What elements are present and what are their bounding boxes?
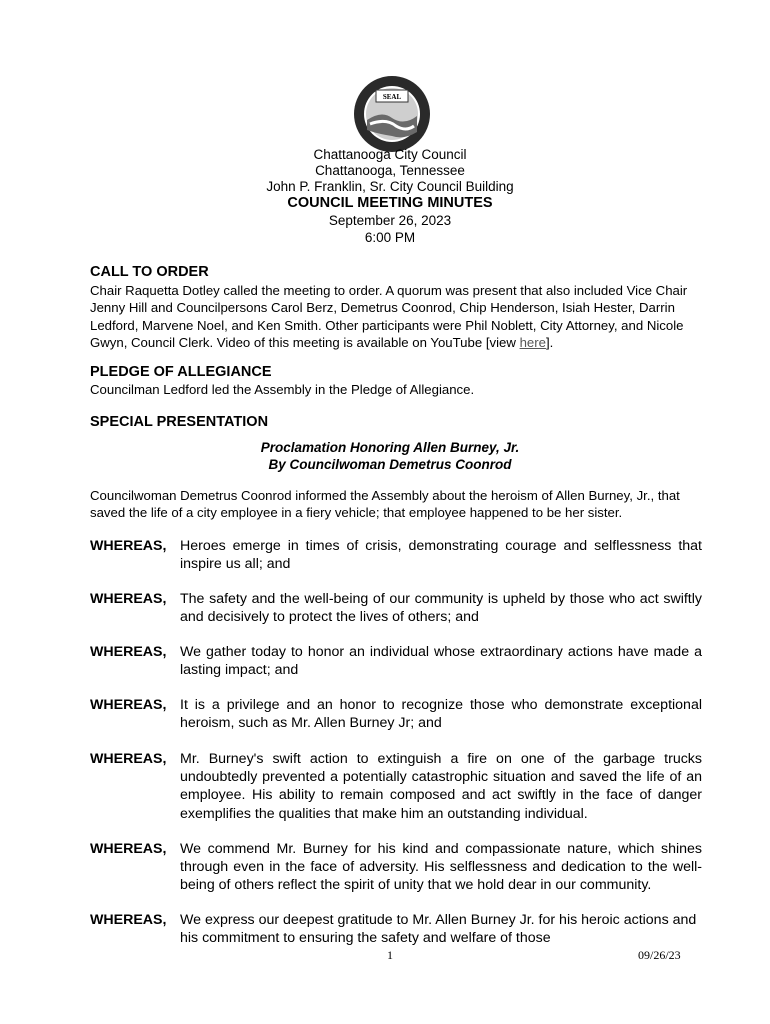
whereas-label: WHEREAS, [90,697,167,713]
whereas-clause [90,537,702,573]
whereas-clause [90,696,702,732]
whereas-text: We commend Mr. Burney for his kind and compassionate nature, which shines through even in the face of adversity. His selflessness and dedication to the well-being of others reflect the spirit of unity that we hold dear in our community. [180,841,702,894]
whereas-label: WHEREAS, [90,591,167,607]
presentation-intro: Councilwoman Demetrus Coonrod informed the Assembly about the heroism of Allen Burney, Jr., that saved the life of a city employee in a fiery vehicle; that employee happened to be her sister. [90,488,680,521]
call-to-order-tail: ]. [545,335,554,351]
whereas-label: WHEREAS, [90,912,167,928]
footer-date: 09/26/23 [638,948,681,962]
whereas-clause [90,643,702,679]
whereas-text: Mr. Burney's swift action to extinguish a fire on one of the garbage trucks undoubtedly prevented a potentially catastrophic situation and saved the life of an employee. His ability to remain composed and act swiftly in the face of danger exemplifies the qualities that make him an outstanding individual. [180,751,702,822]
whereas-clause [90,750,702,823]
meeting-date: September 26, 2023 [328,213,452,228]
whereas-text: We gather today to honor an individual whose extraordinary actions have made a lasting impact; and [180,644,702,679]
whereas-text: Heroes emerge in times of crisis, demonstrating courage and selflessness that inspire us all; and [180,538,702,573]
youtube-link[interactable]: here [519,335,546,351]
proclamation-title: Proclamation Honoring Allen Burney, Jr. [260,440,520,455]
whereas-clause [90,590,702,626]
whereas-label: WHEREAS, [90,538,167,554]
whereas-text: It is a privilege and an honor to recognize those who demonstrate exceptional heroism, such as Mr. Allen Burney Jr; and [180,697,702,732]
whereas-clause [90,840,702,895]
whereas-label: WHEREAS, [90,644,167,660]
call-to-order-text [90,282,696,352]
call-to-order-body: Chair Raquetta Dotley called the meeting to order. A quorum was present that also included Vice Chair Jenny Hill and Councilpersons Carol Berz, Demetrus Coonrod, Chip Henderson, Isiah Hester, Darrin Ledford, Marvene Noel, and Ken Smith. Other participants were Phil Noblett, City Attorney, and Nicole Gwyn, Council Clerk. Video of this meeting is available on YouTube [view [90,283,688,351]
whereas-text: The safety and the well-being of our community is upheld by those who act swiftly and decisively to protect the lives of others; and [180,591,702,626]
pledge-text: Councilman Ledford led the Assembly in the Pledge of Allegiance. [90,382,475,397]
seal-label: SEAL [382,93,402,101]
proclamation-presenter: By Councilwoman Demetrus Coonrod [268,457,512,472]
whereas-label: WHEREAS, [90,841,167,857]
call-to-order-heading: CALL TO ORDER [90,264,209,280]
whereas-label: WHEREAS, [90,751,167,767]
building-name: John P. Franklin, Sr. City Council Building [266,179,514,194]
whereas-clause [90,911,702,947]
page-number: 1 [387,948,393,962]
meeting-time: 6:00 PM [364,230,416,245]
special-presentation-heading: SPECIAL PRESENTATION [90,414,269,430]
whereas-text: We express our deepest gratitude to Mr. Allen Burney Jr. for his heroic actions and his commitment to ensuring the safety and welfare of those [180,912,697,947]
document-title: COUNCIL MEETING MINUTES [287,195,493,211]
pledge-heading: PLEDGE OF ALLEGIANCE [90,364,272,380]
council-name: Chattanooga City Council [313,147,467,162]
city-state: Chattanooga, Tennessee [315,163,465,178]
city-seal-icon [352,74,432,154]
